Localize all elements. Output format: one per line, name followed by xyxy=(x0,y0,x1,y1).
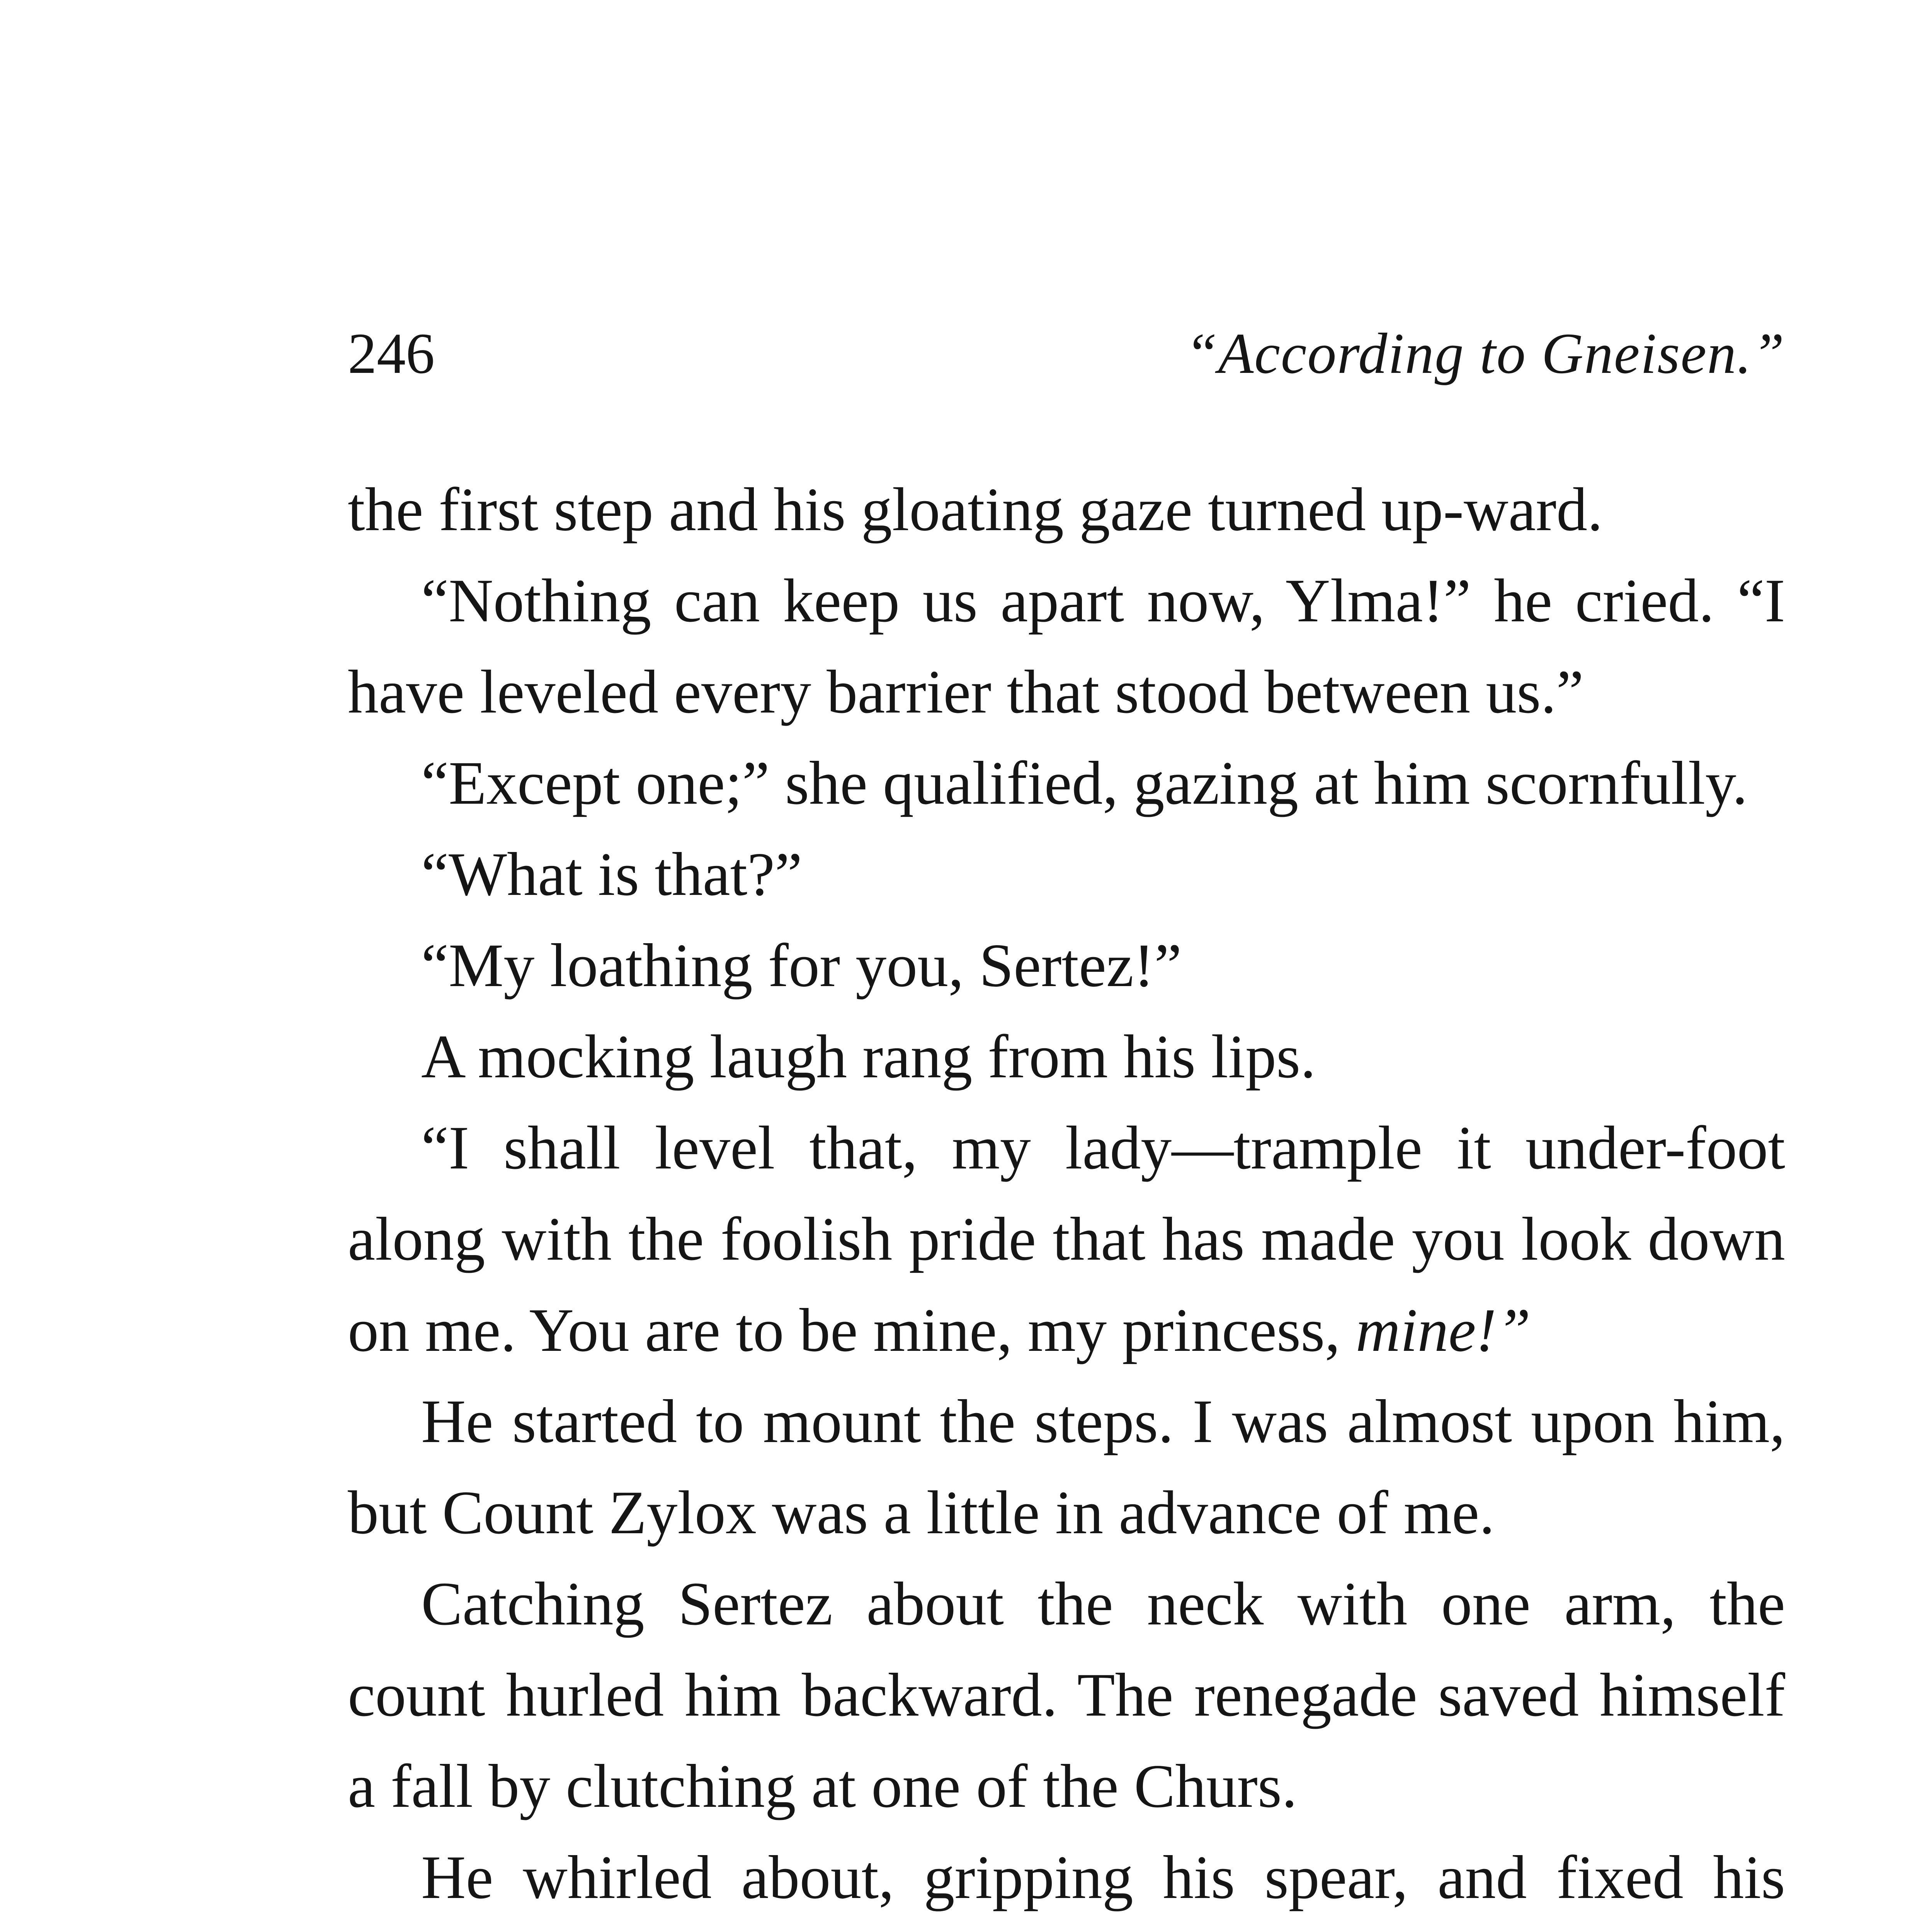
paragraph: He started to mount the steps. I was almost upon him, but Count Zylox was a little in advance of me. xyxy=(348,1387,1785,1547)
paragraph: A mocking laugh rang from his lips. xyxy=(421,1022,1316,1091)
paragraph: “Nothing can keep us apart now, Ylma!” he cried. “I have leveled every barrier that stood between us.” xyxy=(348,566,1785,726)
running-title: “According to Gneisen.” xyxy=(1185,321,1785,386)
paragraph: “Except one;” she qualified, gazing at him scornfully. xyxy=(421,748,1748,817)
paragraph: “My loathing for you, Sertez!” xyxy=(421,931,1182,1000)
body-text xyxy=(348,464,1785,1932)
paragraph: He whirled about, gripping his spear, and fixed his xyxy=(421,1843,1785,1912)
paragraph-text: “I shall level that, my lady—trample it under-foot along with the foolish pride that has made you look down on me. You are to be mine, my princess, xyxy=(348,1113,1785,1364)
running-head xyxy=(348,309,1785,398)
paragraph: the first step and his gloating gaze turned up-ward. xyxy=(348,475,1603,544)
book-page xyxy=(348,0,1785,1932)
paragraph: Catching Sertez about the neck with one arm, the count hurled him backward. The renegade saved himself a fall by clutching at one of the Churs. xyxy=(348,1569,1785,1820)
paragraph xyxy=(348,1102,1785,1376)
page-number: 246 xyxy=(348,321,435,386)
paragraph: “What is that?” xyxy=(421,840,803,908)
emphasis-mine: mine!” xyxy=(1355,1296,1531,1364)
